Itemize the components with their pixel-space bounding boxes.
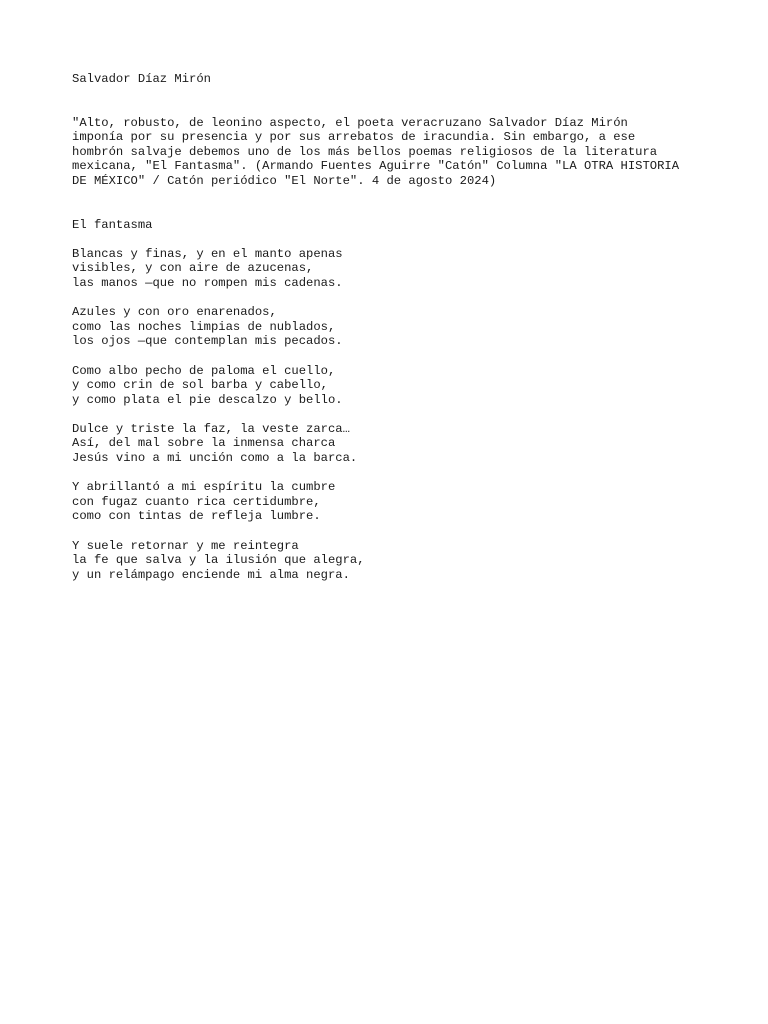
poem-stanza <box>72 422 732 466</box>
intro-line: hombrón salvaje debemos uno de los más bellos poemas religiosos de la literatura <box>72 144 658 159</box>
poem-line: los ojos —que contemplan mis pecados. <box>72 334 343 349</box>
poem-stanza <box>72 480 732 524</box>
poem-line: Dulce y triste la faz, la veste zarca… <box>72 421 350 436</box>
intro-paragraph <box>72 116 732 189</box>
poem-line: Azules y con oro enarenados, <box>72 305 277 320</box>
poem-line: con fugaz cuanto rica certidumbre, <box>72 494 321 509</box>
poem-stanza <box>72 364 732 408</box>
intro-line: "Alto, robusto, de leonino aspecto, el poeta veracruzano Salvador Díaz Mirón <box>72 115 628 130</box>
intro-line: DE MÉXICO" / Catón periódico "El Norte". 4 de agosto 2024) <box>72 173 497 188</box>
document-page <box>72 72 732 582</box>
poem-line: y como plata el pie descalzo y bello. <box>72 392 343 407</box>
poem-line: Y abrillantó a mi espíritu la cumbre <box>72 480 336 495</box>
poem-line: Blancas y finas, y en el manto apenas <box>72 246 343 261</box>
poem-line: y un relámpago enciende mi alma negra. <box>72 567 350 582</box>
poem-line: visibles, y con aire de azucenas, <box>72 261 314 276</box>
poem-stanza <box>72 247 732 291</box>
poem-line: las manos —que no rompen mis cadenas. <box>72 275 343 290</box>
poem-stanza <box>72 305 732 349</box>
poem-line: como con tintas de refleja lumbre. <box>72 509 321 524</box>
poem-line: Y suele retornar y me reintegra <box>72 538 299 553</box>
poem-title: El fantasma <box>72 217 153 232</box>
poem-line: Como albo pecho de paloma el cuello, <box>72 363 336 378</box>
intro-line: mexicana, "El Fantasma". (Armando Fuentes Aguirre "Catón" Columna "LA OTRA HISTORIA <box>72 159 680 174</box>
poem-line: Jesús vino a mi unción como a la barca. <box>72 451 358 466</box>
poem-line: Así, del mal sobre la inmensa charca <box>72 436 336 451</box>
poem-line: y como crin de sol barba y cabello, <box>72 378 328 393</box>
document-title: Salvador Díaz Mirón <box>72 72 211 86</box>
poem-line: la fe que salva y la ilusión que alegra, <box>72 553 365 568</box>
poem-stanza <box>72 539 732 583</box>
poem-line: como las noches limpias de nublados, <box>72 319 336 334</box>
intro-line: imponía por su presencia y por sus arrebatos de iracundia. Sin embargo, a ese <box>72 130 636 145</box>
